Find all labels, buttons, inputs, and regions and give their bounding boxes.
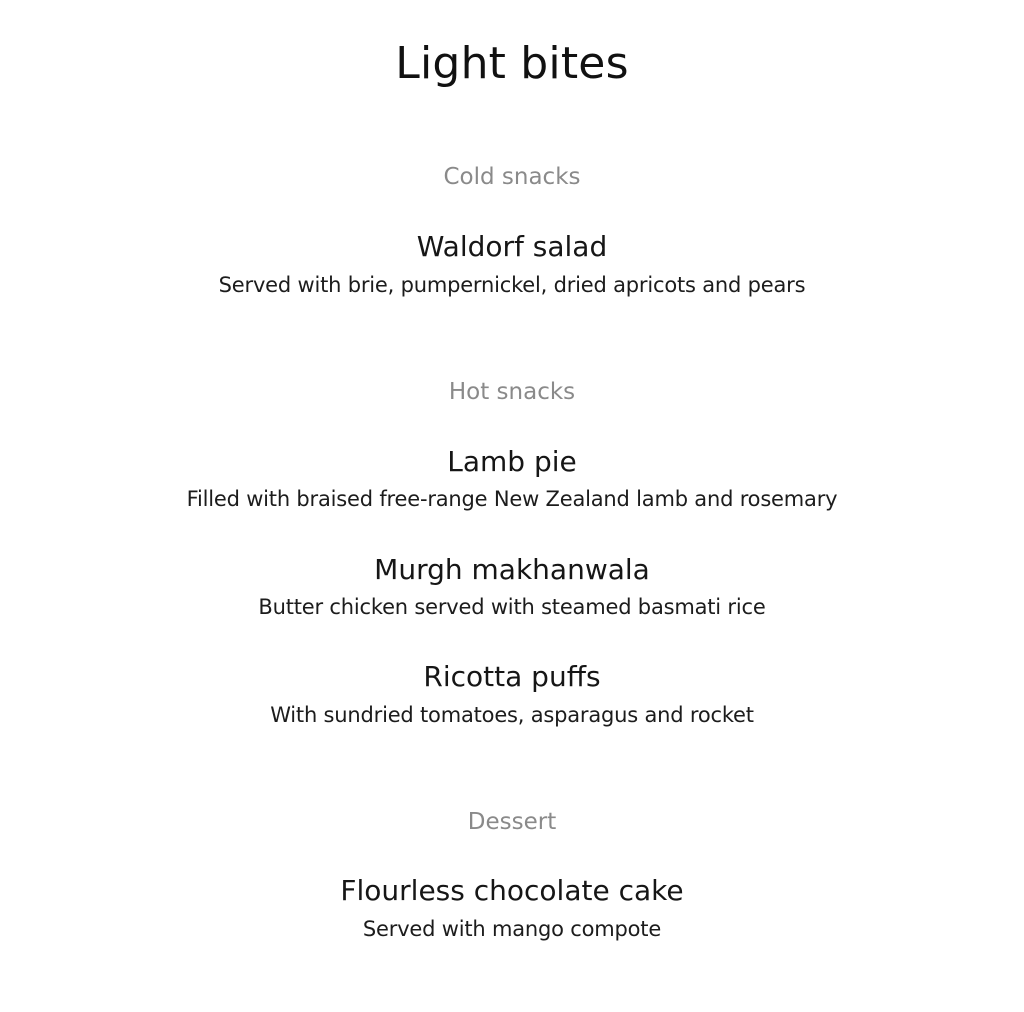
menu-item-name: Waldorf salad: [416, 230, 608, 263]
menu-item-name: Lamb pie: [447, 445, 577, 478]
menu-item-name: Ricotta puffs: [423, 660, 601, 693]
menu-item-description: Butter chicken served with steamed basmati rice: [258, 595, 766, 619]
section-heading-dessert: Dessert: [467, 809, 557, 835]
page-title: Light bites: [395, 38, 629, 89]
menu-item-description: With sundried tomatoes, asparagus and rocket: [270, 703, 754, 727]
menu-item-description: Served with brie, pumpernickel, dried apricots and pears: [218, 273, 806, 297]
section-heading-hot-snacks: Hot snacks: [448, 379, 576, 405]
menu-item-description: Served with mango compote: [362, 917, 662, 941]
menu-item-description: Filled with braised free-range New Zealand lamb and rosemary: [186, 487, 838, 511]
section-heading-cold-snacks: Cold snacks: [443, 164, 581, 190]
menu-item-name: Murgh makhanwala: [374, 553, 650, 586]
menu-item-name: Flourless chocolate cake: [340, 874, 684, 907]
